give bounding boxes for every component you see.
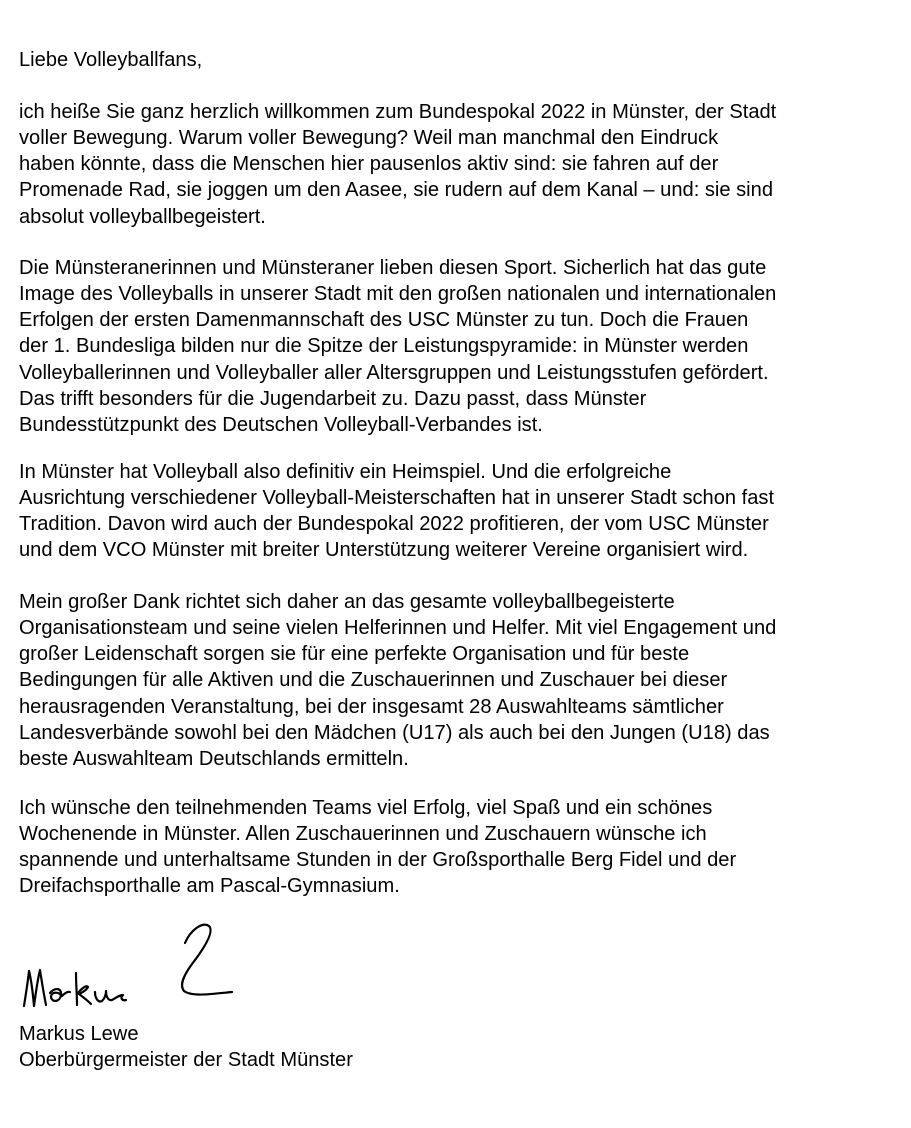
text-line: Organisationsteam und seine vielen Helferinnen und Helfer. Mit viel Engagement und <box>19 617 777 640</box>
text-line: absolut volleyballbegeistert. <box>19 205 266 228</box>
paragraph-sport-image <box>19 255 776 438</box>
text-line: In Münster hat Volleyball also definitiv ein Heimspiel. Und die erfolgreiche <box>19 461 672 483</box>
paragraph-home-game <box>19 459 774 564</box>
text-line: ich heiße Sie ganz herzlich willkommen zum Bundespokal 2022 in Münster, der Stadt <box>19 101 777 123</box>
text-line: beste Auswahlteam Deutschlands ermitteln. <box>19 747 409 770</box>
text-line: Mein großer Dank richtet sich daher an das gesamte volleyballbegeisterte <box>19 591 675 613</box>
text-line: voller Bewegung. Warum voller Bewegung? Weil man manchmal den Eindruck <box>19 127 719 150</box>
text-line: Ausrichtung verschiedener Volleyball-Meisterschaften hat in unserer Stadt schon fast <box>19 487 775 510</box>
handwritten-signature <box>20 915 235 1015</box>
salutation: Liebe Volleyballfans, <box>19 49 203 71</box>
author-name: Markus Lewe <box>19 1023 139 1045</box>
text-line: Image des Volleyballs in unserer Stadt mit den großen nationalen und internationalen <box>19 283 777 306</box>
text-line: herausragenden Veranstaltung, bei der insgesamt 28 Auswahlteams sämtlicher <box>19 695 724 718</box>
text-line: spannende und unterhaltsame Stunden in der Großsporthalle Berg Fidel und der <box>19 849 737 872</box>
text-line: Die Münsteranerinnen und Münsteraner lieben diesen Sport. Sicherlich hat das gute <box>19 257 767 279</box>
author-title: Oberbürgermeister der Stadt Münster <box>19 1049 353 1072</box>
text-line: haben könnte, dass die Menschen hier pausenlos aktiv sind: sie fahren auf der <box>19 153 719 176</box>
text-line: Das trifft besonders für die Jugendarbeit zu. Dazu passt, dass Münster <box>19 387 647 410</box>
text-line: Dreifachsporthalle am Pascal-Gymnasium. <box>19 875 400 898</box>
text-line: Tradition. Davon wird auch der Bundespokal 2022 profitieren, der vom USC Münster <box>19 513 769 536</box>
text-line: Volleyballerinnen und Volleyballer aller Altersgruppen und Leistungsstufen gefördert. <box>19 361 769 384</box>
paragraph-thanks <box>19 589 776 772</box>
text-line: Landesverbände sowohl bei den Mädchen (U17) als auch bei den Jungen (U18) das <box>19 721 770 744</box>
paragraph-wishes <box>19 795 736 900</box>
text-line: Bedingungen für alle Aktiven und die Zuschauerinnen und Zuschauer bei dieser <box>19 669 728 692</box>
text-line: Erfolgen der ersten Damenmannschaft des USC Münster zu tun. Doch die Frauen <box>19 309 749 332</box>
text-line: Bundesstützpunkt des Deutschen Volleyball-Verbandes ist. <box>19 413 543 436</box>
paragraph-welcome <box>19 99 776 230</box>
signoff-block <box>19 1021 353 1073</box>
text-line: großer Leidenschaft sorgen sie für eine perfekte Organisation und für beste <box>19 643 690 666</box>
text-line: Wochenende in Münster. Allen Zuschauerinnen und Zuschauern wünsche ich <box>19 823 707 846</box>
text-line: Ich wünsche den teilnehmenden Teams viel Erfolg, viel Spaß und ein schönes <box>19 797 713 819</box>
text-line: Promenade Rad, sie joggen um den Aasee, sie rudern auf dem Kanal – und: sie sind <box>19 179 773 202</box>
text-line: und dem VCO Münster mit breiter Unterstützung weiterer Vereine organisiert wird. <box>19 539 749 562</box>
text-line: der 1. Bundesliga bilden nur die Spitze der Leistungspyramide: in Münster werden <box>19 335 749 358</box>
